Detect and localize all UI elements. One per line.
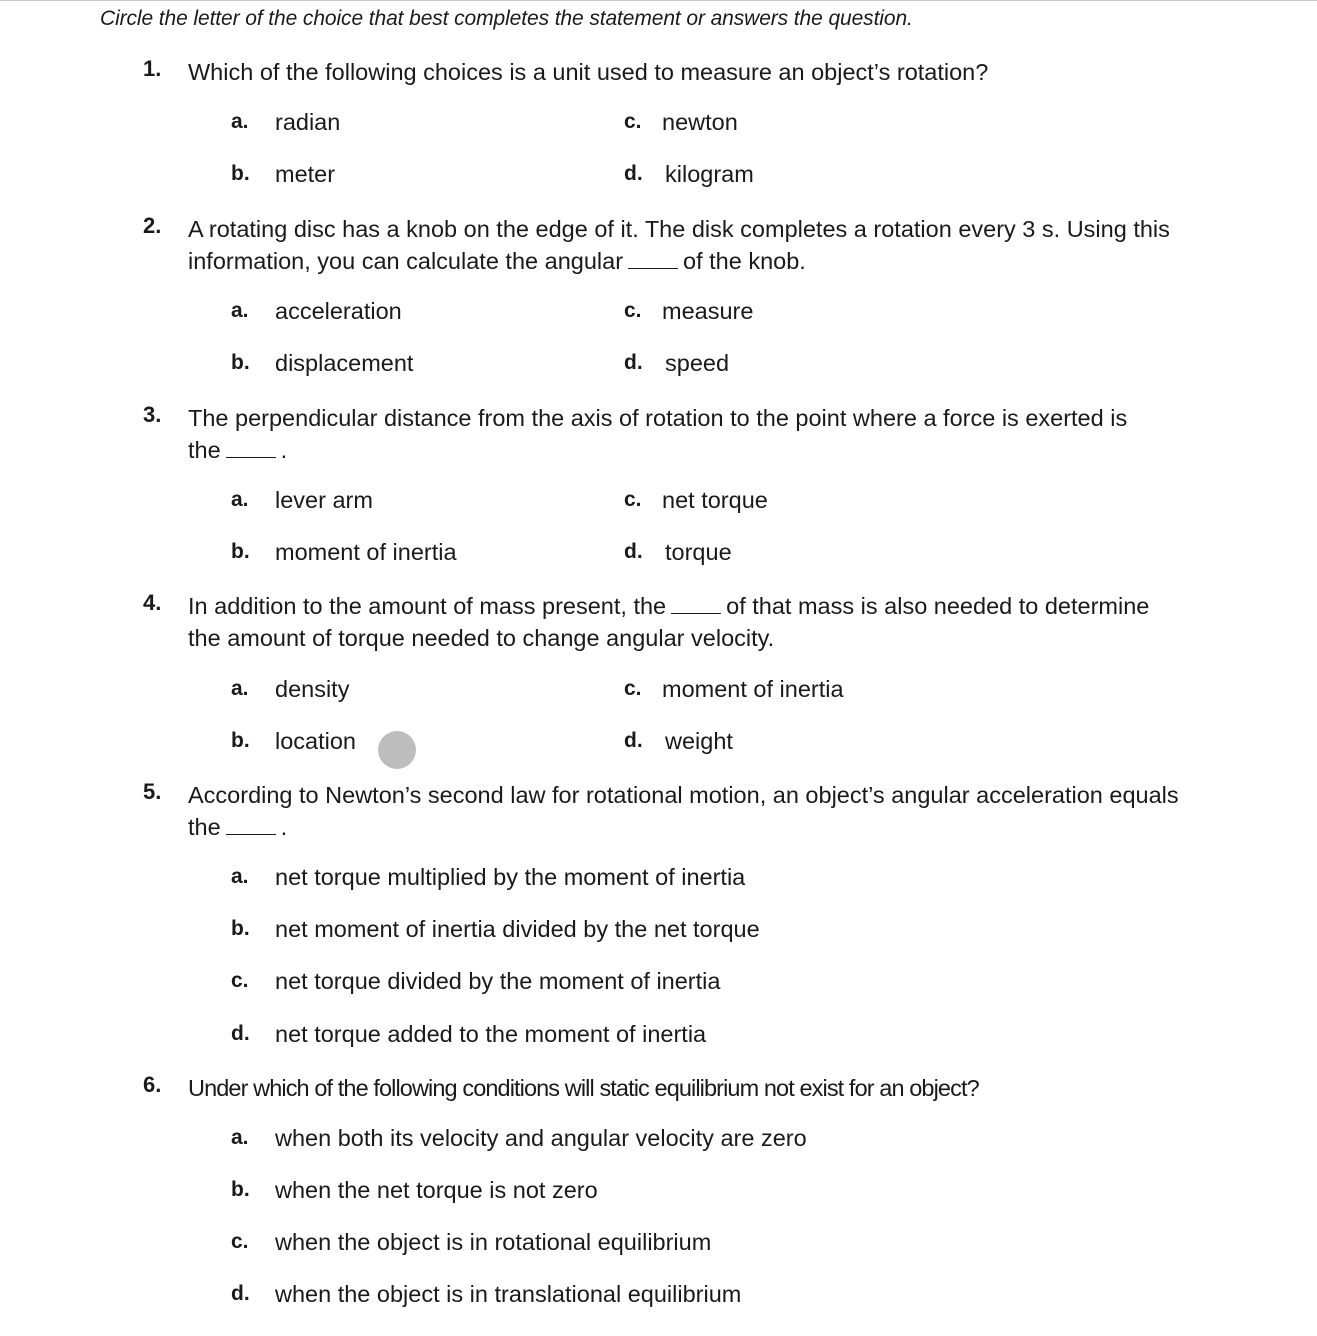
question-text: Under which of the following conditions will static equilibrium not exist for an object? (188, 1075, 979, 1101)
question-number: 3. (143, 402, 162, 427)
answer-blank (226, 814, 276, 835)
question-number: 6. (143, 1072, 162, 1097)
answer-blank (628, 248, 678, 269)
question-text: Which of the following choices is a unit used to measure an object’s rotation? (188, 59, 989, 85)
question-text: In addition to the amount of mass present, the of that mass is also needed to determine the amount of torque needed to change angular velocity. (188, 593, 1150, 651)
instructions: Circle the letter of the choice that best completes the statement or answers the question. (100, 7, 913, 30)
question-number: 2. (143, 213, 162, 238)
answer-blank (671, 593, 721, 614)
question-text: According to Newton’s second law for rotational motion, an object’s angular acceleration equals the . (188, 782, 1179, 840)
question-text: A rotating disc has a knob on the edge of it. The disk completes a rotation every 3 s. Using this information, you can calculate the angular of the knob. (188, 216, 1170, 274)
question-number: 4. (143, 590, 162, 615)
question-number: 5. (143, 779, 162, 804)
question-text: The perpendicular distance from the axis of rotation to the point where a force is exerted is the . (188, 405, 1128, 463)
top-rule (0, 0, 1317, 1)
pointer-marker (378, 731, 416, 769)
answer-blank (226, 437, 276, 458)
question-number: 1. (143, 56, 162, 81)
